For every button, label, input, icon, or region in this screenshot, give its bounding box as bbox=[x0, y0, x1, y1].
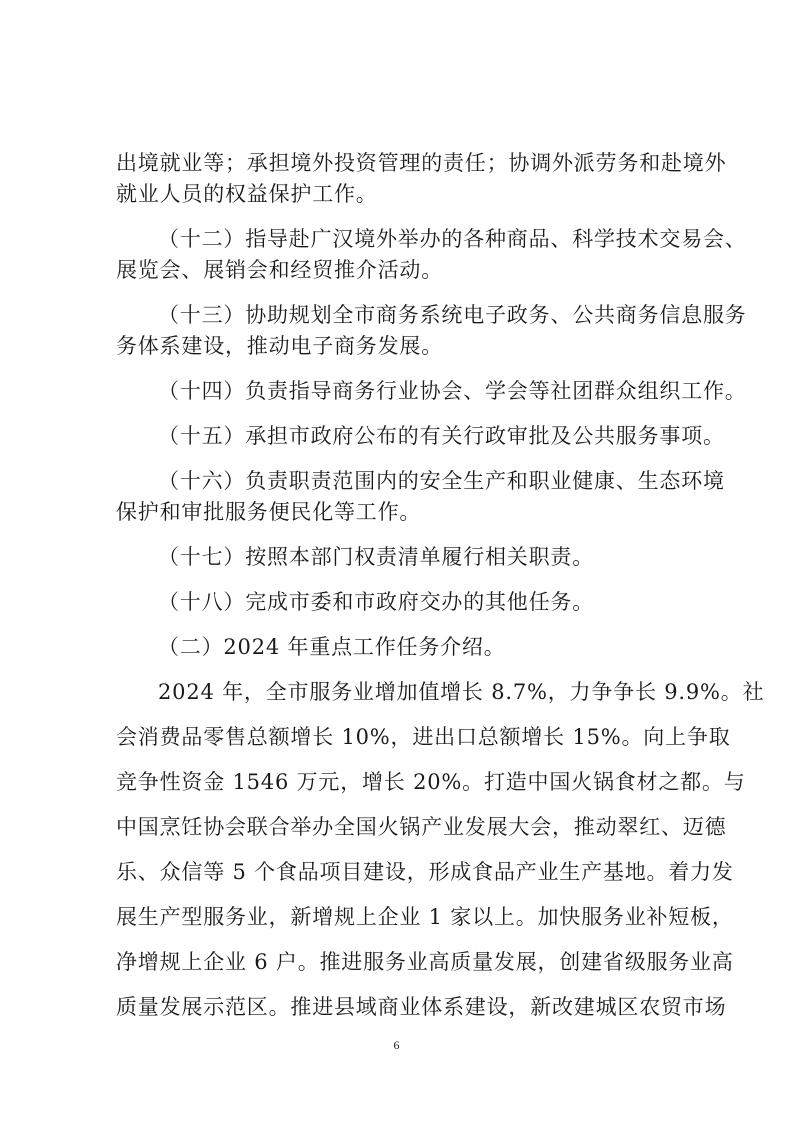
text-line: 质量发展示范区。推进县域商业体系建设，新改建城区农贸市场 bbox=[116, 995, 727, 1019]
text-line: （二）2024 年重点工作任务介绍。 bbox=[158, 635, 506, 659]
text-line: 乐、众信等 5 个食品项目建设，形成食品产业生产基地。着力发 bbox=[116, 860, 734, 884]
text-line: 会消费品零售总额增长 10%，进出口总额增长 15%。向上争取 bbox=[116, 725, 731, 749]
text-line: 务体系建设，推动电子商务发展。 bbox=[116, 334, 443, 358]
paragraph-6 bbox=[116, 542, 696, 573]
text-line: 展览会、展销会和经贸推介活动。 bbox=[116, 258, 443, 282]
text-line: 净增规上企业 6 户。推进服务业高质量发展，创建省级服务业高 bbox=[116, 950, 734, 974]
text-line: （十五）承担市政府公布的有关行政审批及公共服务事项。 bbox=[158, 424, 725, 448]
text-line: （十六）负责职责范围内的安全生产和职业健康、生态环境 bbox=[158, 469, 725, 493]
text-line: 竞争性资金 1546 万元，增长 20%。打造中国火锅食材之都。与 bbox=[116, 770, 746, 794]
paragraph-0 bbox=[116, 148, 727, 210]
page-number: 6 bbox=[393, 1038, 400, 1052]
text-line: （十八）完成市委和市政府交办的其他任务。 bbox=[158, 590, 594, 614]
text-line: 保护和审批服务便民化等工作。 bbox=[116, 500, 422, 524]
text-line: （十四）负责指导商务行业协会、学会等社团群众组织工作。 bbox=[158, 379, 747, 403]
paragraph-2 bbox=[116, 300, 747, 362]
text-line: 中国烹饪协会联合举办全国火锅产业发展大会，推动翠红、迈德 bbox=[116, 815, 727, 839]
section-heading bbox=[116, 632, 696, 663]
text-line: 2024 年，全市服务业增加值增长 8.7%，力争争长 9.9%。社 bbox=[158, 680, 765, 704]
paragraph-3 bbox=[116, 376, 747, 407]
text-line: 展生产型服务业，新增规上企业 1 家以上。加快服务业补短板， bbox=[116, 905, 734, 929]
text-line: （十七）按照本部门权责清单履行相关职责。 bbox=[158, 545, 594, 569]
document-body bbox=[116, 148, 765, 1023]
paragraph-9 bbox=[116, 677, 765, 1023]
text-line: 就业人员的权益保护工作。 bbox=[116, 182, 378, 206]
paragraph-7 bbox=[116, 587, 696, 618]
text-line: （十二）指导赴广汉境外举办的各种商品、科学技术交易会、 bbox=[158, 227, 747, 251]
text-line: 出境就业等；承担境外投资管理的责任；协调外派劳务和赴境外 bbox=[116, 151, 727, 175]
paragraph-5 bbox=[116, 466, 725, 528]
paragraph-4 bbox=[116, 421, 725, 452]
paragraph-1 bbox=[116, 224, 747, 286]
text-line: （十三）协助规划全市商务系统电子政务、公共商务信息服务 bbox=[158, 303, 747, 327]
